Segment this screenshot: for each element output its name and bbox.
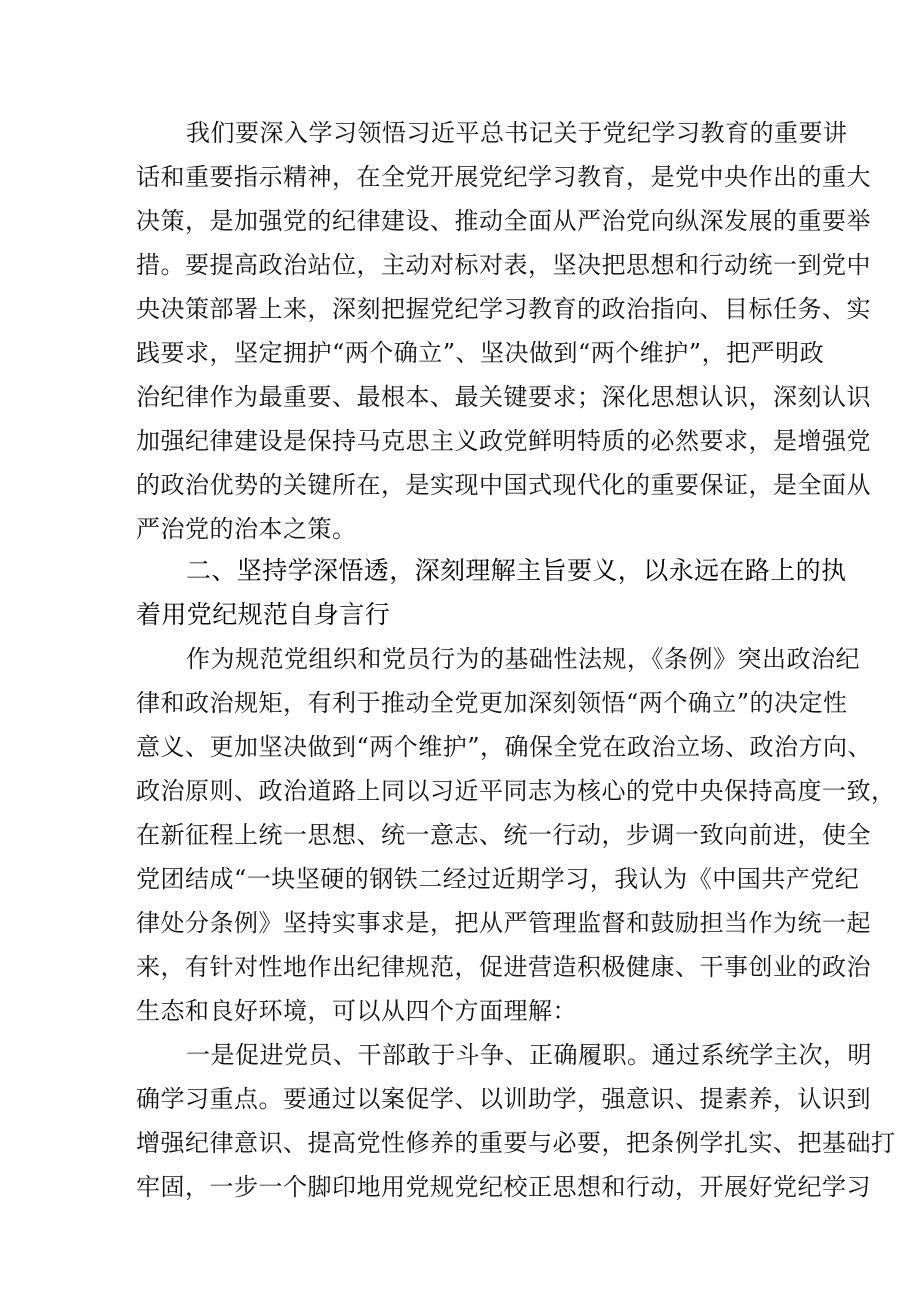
- paragraph-2-line-1: 作为规范党组织和党员行为的基础性法规，《条例》突出政治纪: [186, 645, 860, 673]
- paragraph-1-line-9: 的政治优势的关键所在，是实现中国式现代化的重要保证，是全面从: [136, 471, 871, 499]
- paragraph-3-line-2: 确学习重点。要通过以案促学、以训助学，强意识、提素养，认识到: [136, 1085, 871, 1113]
- paragraph-2-line-4: 政治原则、政治道路上同以习近平同志为核心的党中央保持高度一致，: [136, 777, 896, 805]
- paragraph-1-line-7: 治纪律作为最重要、最根本、最关键要求；深化思想认识，深刻认识: [136, 383, 871, 411]
- paragraph-2-line-6: 党团结成“一块坚硬的钢铁二经过近期学习，我认为《中国共产党纪: [136, 865, 860, 893]
- paragraph-2-line-8: 来，有针对性地作出纪律规范，促进营造积极健康、干事创业的政治: [136, 953, 871, 981]
- paragraph-3-line-3: 增强纪律意识、提高党性修养的重要与必要，把条例学扎实、把基础打: [136, 1129, 896, 1157]
- paragraph-3-line-1: 一是促进党员、干部敢于斗争、正确履职。通过系统学主次，明: [186, 1041, 872, 1069]
- section-heading-line-2: 着用党纪规范自身言行: [136, 600, 391, 629]
- section-heading-line-1: 二、坚持学深悟透，深刻理解主旨要义，以永远在路上的执: [186, 556, 847, 585]
- paragraph-2-line-2: 律和政治规矩，有利于推动全党更加深刻领悟“两个确立”的决定性: [136, 689, 848, 717]
- paragraph-3-line-4: 牢固，一步一个脚印地用党规党纪校正思想和行动，开展好党纪学习: [136, 1173, 871, 1201]
- paragraph-1-line-4: 措。要提高政治站位，主动对标对表，坚决把思想和行动统一到党中: [136, 251, 871, 279]
- paragraph-2-line-9: 生态和良好环境，可以从四个方面理解：: [136, 997, 577, 1025]
- paragraph-2-line-7: 律处分条例》坚持实事求是，把从严管理监督和鼓励担当作为统一起: [136, 909, 871, 937]
- paragraph-1-line-10: 严治党的治本之策。: [136, 515, 357, 543]
- paragraph-1-line-1: 我们要深入学习领悟习近平总书记关于党纪学习教育的重要讲: [186, 119, 848, 147]
- paragraph-1-line-3: 决策，是加强党的纪律建设、推动全面从严治党向纵深发展的重要举: [136, 207, 871, 235]
- paragraph-2-line-5: 在新征程上统一思想、统一意志、统一行动，步调一致向前进，使全: [136, 821, 871, 849]
- paragraph-1-line-5: 央决策部署上来，深刻把握党纪学习教育的政治指向、目标任务、实: [136, 295, 871, 323]
- paragraph-1-line-2: 话和重要指示精神，在全党开展党纪学习教育，是党中央作出的重大: [136, 163, 871, 191]
- paragraph-1-line-8: 加强纪律建设是保持马克思主义政党鲜明特质的必然要求，是增强党: [136, 427, 871, 455]
- paragraph-2-line-3: 意义、更加坚决做到“两个维护”，确保全党在政治立场、政治方向、: [136, 733, 873, 761]
- paragraph-1-line-6: 践要求，坚定拥护“两个确立”、坚决做到“两个维护”，把严明政: [136, 339, 825, 367]
